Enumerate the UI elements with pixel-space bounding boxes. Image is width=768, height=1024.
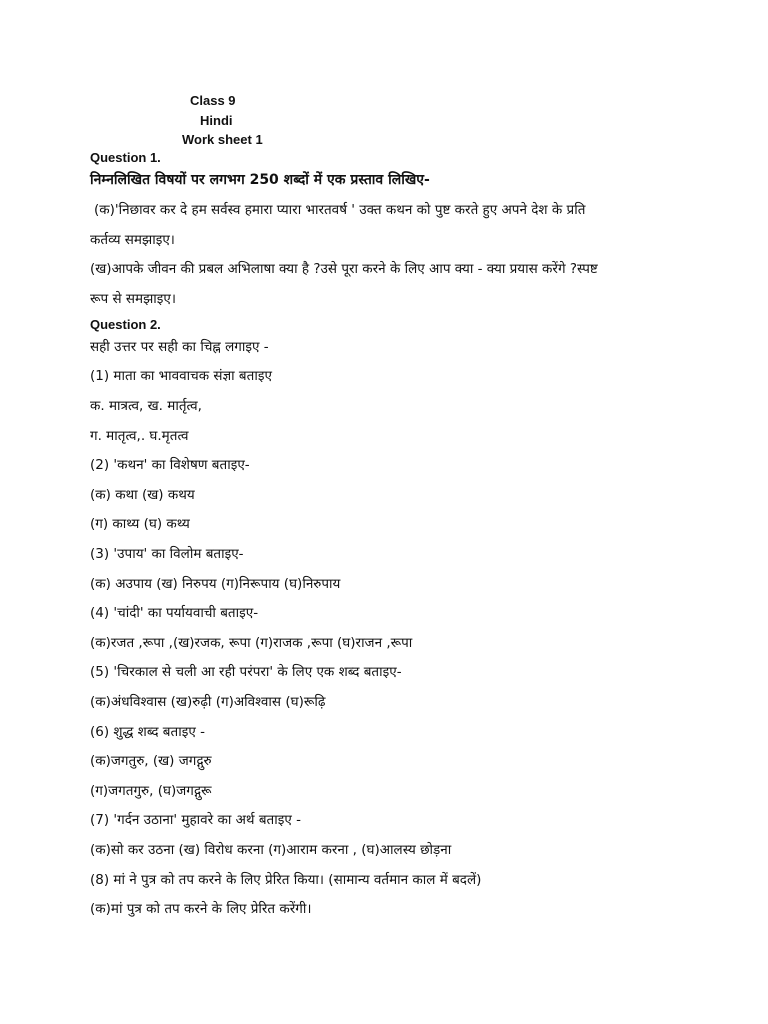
q2-line-17: (क)सो कर उठना (ख) विरोध करना (ग)आराम करना , (घ)आलस्य छोड़ना xyxy=(90,842,452,858)
question-1-label: Question 1. xyxy=(90,150,161,165)
worksheet-title: Work sheet 1 xyxy=(182,132,263,147)
q2-line-10: (क)रजत ,रूपा ,(ख)रजक, रूपा (ग)राजक ,रूपा (घ)राजन ,रूपा xyxy=(90,635,413,651)
q2-line-19: (क)मां पुत्र को तप करने के लिए प्रेरित करेंगी। xyxy=(90,901,312,917)
question-2-label: Question 2. xyxy=(90,317,161,332)
q2-line-8: (क) अउपाय (ख) निरुपय (ग)निरूपाय (घ)निरुपाय xyxy=(90,576,341,592)
q2-line-14: (क)जगतुरु, (ख) जगद्गुरु xyxy=(90,753,212,769)
q2-line-11: (5) 'चिरकाल से चली आ रही परंपरा' के लिए एक शब्द बताइए- xyxy=(90,664,402,680)
class-label: Class 9 xyxy=(190,93,236,108)
q2-line-3: ग. मातृत्व,. घ.मृतत्व xyxy=(90,428,189,444)
subject-label: Hindi xyxy=(200,113,233,128)
question-1-option-b-line2: रूप से समझाइए। xyxy=(90,291,176,307)
q2-line-13: (6) शुद्ध शब्द बताइए - xyxy=(90,724,205,740)
q2-line-18: (8) मां ने पुत्र को तप करने के लिए प्रेरित किया। (सामान्य वर्तमान काल में बदलें) xyxy=(90,872,482,888)
q2-line-4: (2) 'कथन' का विशेषण बताइए- xyxy=(90,457,250,473)
question-1-instruction: निम्नलिखित विषयों पर लगभग 250 शब्दों में एक प्रस्ताव लिखिए- xyxy=(90,172,430,188)
q2-line-12: (क)अंधविश्वास (ख)रुढ़ी (ग)अविश्वास (घ)रूढ़ि xyxy=(90,694,326,710)
q2-line-7: (3) 'उपाय' का विलोम बताइए- xyxy=(90,546,244,562)
q2-line-15: (ग)जगतगुरु, (घ)जगद्गुरू xyxy=(90,783,212,799)
question-1-option-a-line1: (क)'निछावर कर दे हम सर्वस्व हमारा प्यारा भारतवर्ष ' उक्त कथन को पुष्ट करते हुए अपने देश के प्रति xyxy=(94,202,586,218)
question-1-option-b-line1: (ख)आपके जीवन की प्रबल अभिलाषा क्या है ?उसे पूरा करने के लिए आप क्या - क्या प्रयास करेंगे ?स्पष्ट xyxy=(90,261,598,277)
question-2-instruction: सही उत्तर पर सही का चिह्न लगाइए - xyxy=(90,339,269,355)
q2-line-9: (4) 'चांदी' का पर्यायवाची बताइए- xyxy=(90,605,259,621)
q2-line-6: (ग) काथ्य (घ) कथ्य xyxy=(90,516,190,532)
q2-line-2: क. मात्रत्व, ख. मार्तृत्व, xyxy=(90,398,202,414)
question-1-option-a-line2: कर्तव्य समझाइए। xyxy=(90,232,175,248)
q2-line-1: (1) माता का भाववाचक संज्ञा बताइए xyxy=(90,368,272,384)
q2-line-16: (7) 'गर्दन उठाना' मुहावरे का अर्थ बताइए - xyxy=(90,812,302,828)
q2-line-5: (क) कथा (ख) कथय xyxy=(90,487,195,503)
